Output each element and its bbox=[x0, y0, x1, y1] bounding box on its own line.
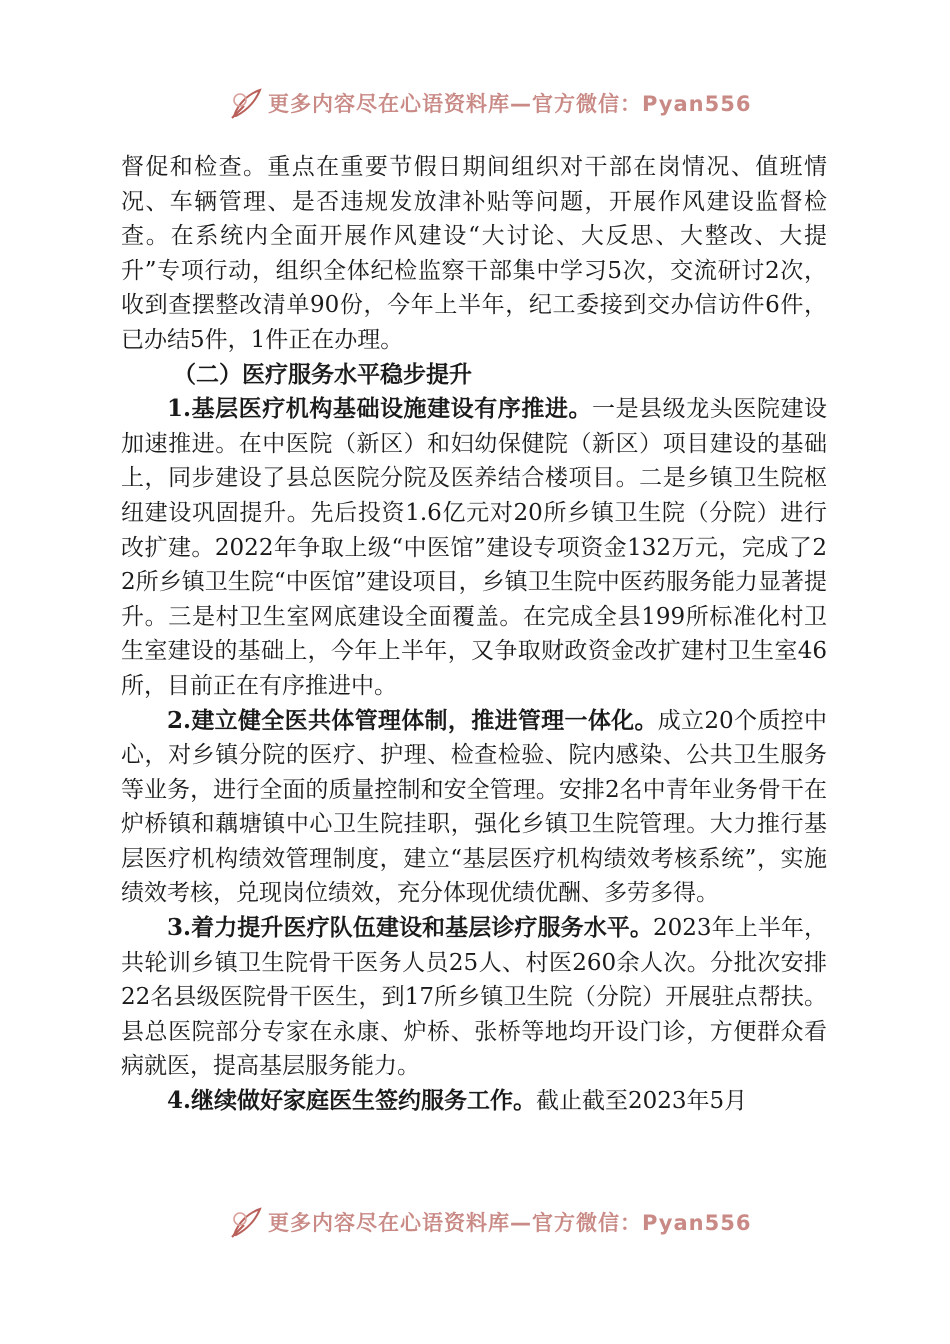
paragraph-intro: 督促和检查。重点在重要节假日期间组织对干部在岗情况、值班情况、车辆管理、是否违规发放津补贴等问题，开展作风建设监督检查。在系统内全面开展作风建设“大讨论、大反思、大整改、大提升”专项行动，组织全体纪检监察干部集中学习5次，交流研讨2次，收到查摆整改清单90份，今年上半年，纪工委接到交办信访件6件，已办结5件，1件正在办理。 bbox=[121, 154, 827, 353]
item-title: 2.建立健全医共体管理体制，推进管理一体化。 bbox=[167, 706, 658, 734]
item-text: 截止截至2023年5月 bbox=[536, 1088, 748, 1115]
paragraph-item-4 bbox=[121, 1084, 827, 1119]
feather-pen-logo-icon bbox=[228, 1205, 264, 1241]
paragraph-item-1 bbox=[121, 392, 827, 703]
watermark-text: 更多内容尽在心语资料库—官方微信：Pyan556 bbox=[268, 1211, 752, 1235]
feather-pen-logo-icon bbox=[228, 86, 264, 122]
footer-watermark bbox=[0, 1203, 950, 1243]
paragraph-item-3 bbox=[121, 911, 827, 1084]
document-body bbox=[121, 150, 827, 1119]
item-title: 1.基层医疗机构基础设施建设有序推进。 bbox=[167, 395, 593, 423]
section-heading: （二）医疗服务水平稳步提升 bbox=[173, 360, 472, 388]
watermark-text: 更多内容尽在心语资料库—官方微信：Pyan556 bbox=[268, 92, 752, 116]
item-text: 2023年上半年，共轮训乡镇卫生院骨干医务人员25人、村医260余人次。分批次安排22名县级医院骨干医生，到17所乡镇卫生院（分院）开展驻点帮扶。县总医院部分专家在永康、炉桥、张桥等地均开设门诊，方便群众看病就医，提高基层服务能力。 bbox=[121, 915, 827, 1080]
paragraph-item-2 bbox=[121, 704, 827, 912]
item-title: 3.着力提升医疗队伍建设和基层诊疗服务水平。 bbox=[167, 914, 653, 942]
item-text: 成立20个质控中心，对乡镇分院的医疗、护理、检查检验、院内感染、公共卫生服务等业务，进行全面的质量控制和安全管理。安排2名中青年业务骨干在炉桥镇和藕塘镇中心卫生院挂职，强化乡镇卫生院管理。大力推行基层医疗机构绩效管理制度，建立“基层医疗机构绩效考核系统”，实施绩效考核，兑现岗位绩效，充分体现优绩优酬、多劳多得。 bbox=[121, 707, 827, 907]
item-text: 一是县级龙头医院建设加速推进。在中医院（新区）和妇幼保健院（新区）项目建设的基础上，同步建设了县总医院分院及医养结合楼项目。二是乡镇卫生院枢纽建设巩固提升。先后投资1.6亿元对20所乡镇卫生院（分院）进行改扩建。2022年争取上级“中医馆”建设专项资金132万元，完成了22所乡镇卫生院“中医馆”建设项目，乡镇卫生院中医药服务能力显著提升。三是村卫生室网底建设全面覆盖。在完成全县199所标准化村卫生室建设的基础上，今年上半年，又争取财政资金改扩建村卫生室46所，目前正在有序推进中。 bbox=[121, 396, 828, 699]
header-watermark bbox=[0, 84, 950, 124]
item-title: 4.继续做好家庭医生签约服务工作。 bbox=[167, 1087, 537, 1115]
